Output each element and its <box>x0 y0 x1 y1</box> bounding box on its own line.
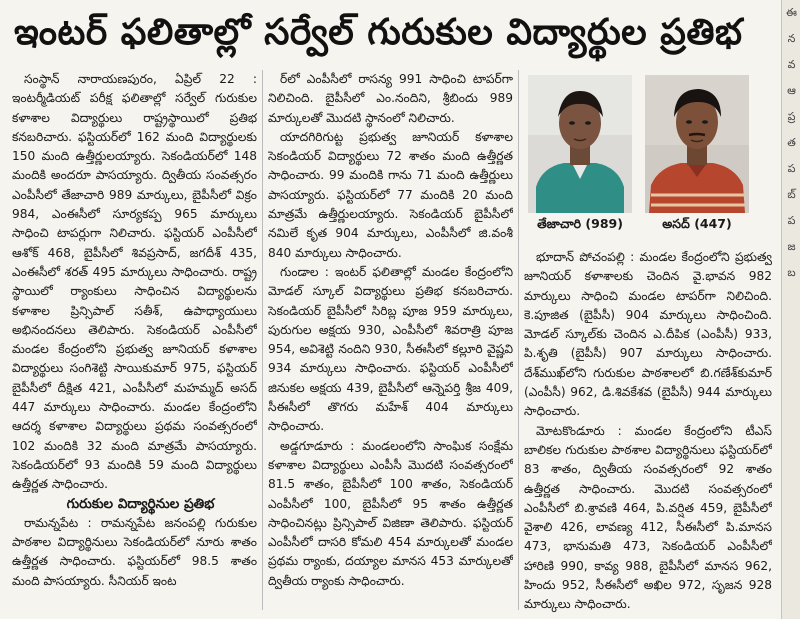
student-photo-2 <box>645 75 749 213</box>
paragraph: అడ్డగూడూరు : మండలంలోని సాంఘిక సంక్షేమ కళాశాల విద్యార్థులు ఎంపీసీ మొదటి సంవత్సరంలో 81.5 శాతం, బైపీసీలో 100 శాతం, సెకండియర్ ఎంపీసీలో 100, బైపీసీలో 95 శాతం ఉత్తీర్ణత సాధించినట్లు ప్రిన్సిపాల్ విజిణా తెలిపారు. ఫస్టియర్ ఎంపీసీలో దాసరి కోమలి 454 మార్కులతో మండల ప్రథమ ర్యాంకు, దయ్యాల మానస 453 మార్కులతో ద్వితీయ ర్యాంకు సాధించారు. <box>268 438 513 588</box>
student-photo-1 <box>528 75 632 213</box>
paragraph: ర్‌లో ఎంపీసీలో రాసన్య 991 సాధించి టాపర్‌గా నిలిచింది. బైపీసీలో ఎం.నందిని, శ్రీబిందు 989 మార్కులతో మొదటి స్థానంలో నిలిచారు. <box>268 72 513 125</box>
fragment-text: జ <box>787 240 796 253</box>
fragment-text: వ <box>787 58 796 71</box>
paragraph: సంస్థాన్ నారాయణపురం, ఏప్రిల్ 22 : ఇంటర్మీడియట్ పరీక్ష ఫలితాల్లో సర్వేల్ గురుకుల కళాశాల విద్యార్థులు రాష్ట్రస్థాయిలో ప్రతిభ కనబరిచారు. ఫస్టియర్‌లో 162 మంది విద్యార్థులకు 150 మంది ఉత్తీర్ణులయ్యారు. సెకండియర్‌లో 148 మందికి అందరూ పాసయ్యారు. ద్వితీయ సంవత్సరం ఎంపీసీలో తేజాచారి 989 మార్కులు, బైపీసీలో విక్రం 984, ఎంఈసీలో సూర్యకప్ప 965 మార్కులు సాధించి టాపర్లుగా నిలిచారు. ఫస్టియర్ ఎంపీసీలో ఆశోక్ 468, బైపీసీలో శివప్రసాద్, జగదీశ్ 435, ఎంఈసీలో శరత్ 495 మార్కులు సాధించారు. రాష్ట్ర స్థాయిలో ర్యాంకులు సాధించిన విద్యార్థులను కళాశాల ప్రిన్సిపాల్ సతీశ్, ఉపాధ్యాయులు అభినందనలు తెలిపారు. సెకండియర్ ఎంపీసీలో మండల కేంద్రంలోని ప్రభుత్వ జూనియర్ కళాశాల విద్యార్థులు సంగిశెట్టి సాయికుమార్ 975, ఫస్టియర్ బైపీసీలో దీక్షిత 421, ఎంపీసీలో మహమ్మద్ అసద్ 447 మార్కులు సాధించారు. మండల కేంద్రంలోని ఆదర్శ కళాశాల విద్యార్థులు ప్రథమ సంవత్సరంలో 102 మందికి 32 మంది మాత్రమే పాసయ్యారు. సెకండియర్‌లో 93 మందికి 59 మంది విద్యార్థులు ఉత్తీర్ణత సాధించారు. <box>12 72 257 492</box>
adjacent-article-fragment <box>781 0 800 619</box>
fragment-text: బ <box>787 266 796 279</box>
column-rule <box>518 70 519 610</box>
column-rule <box>262 70 263 610</box>
fragment-text: ప్ర <box>787 110 796 123</box>
fragment-text: ప <box>787 214 796 227</box>
photo-caption: తేజాచారి (989) <box>537 216 623 231</box>
article-column-3 <box>524 248 772 614</box>
student-portrait-icon <box>645 75 749 213</box>
subheading: గురుకుల విద్యార్థినుల ప్రతిభ <box>66 495 215 512</box>
paragraph: మోటకొండూరు : మండల కేంద్రంలోని టీఎస్ బాలికల గురుకుల పాఠశాల విద్యార్థినులు ఫస్టియర్‌లో 83 శాతం, ద్వితీయ సంవత్సరంలో 92 శాతం ఉత్తీర్ణత సాధించారు. మొదటి సంవత్సరంలో ఎంపీసీలో బి.శ్రావణి 464, పి.వర్షిత 459, బైపీసీలో వైశాలి 426, లావణ్య 412, సీఈసీలో పి.మానస 473, భానుమతి 473, సెకండియర్ ఎంపీసీలో హారిణి 990, కావ్య 988, బైపీసీలో మానస 962, హిందు 952, సీఈసీలో అఖిల 972, సృజన 928 మార్కులు సాధించారు. <box>524 423 772 612</box>
fragment-text: ప <box>787 162 796 175</box>
paragraph: రామన్నపేట : రామన్నపేట జనంపల్లి గురుకుల పాఠశాల విద్యార్థినులు సెకండియర్‌లో నూరు శాతం ఉత్తీర్ణత సాధించారు. ఫస్టియర్‌లో 98.5 శాతం మంది పాసయ్యారు. సీనియర్ ఇంట <box>12 515 257 588</box>
fragment-text: ఈ <box>786 6 797 19</box>
fragment-text: ఆ <box>787 84 796 97</box>
student-portrait-icon <box>528 75 632 213</box>
paragraph: యాదగిరిగుట్ట ప్రభుత్వ జూనియర్ కళాశాల సెకండియర్ విద్యార్థులు 72 శాతం మంది ఉత్తీర్ణత సాధించారు. 99 మందికి గాను 71 మంది ఉత్తీర్ణులు పాసయ్యారు. ఫస్టియర్‌లో 77 మందికి 20 మంది మాత్రమే ఉత్తీర్ణులయ్యారు. సెకండియర్ బైపీసీలో నమిలే కృత 904 మార్కులు, ఎంపీసీలో జి.వంశీ 840 మార్కులు సాధించారు. <box>268 129 513 260</box>
paragraph: భూదాన్ పోచంపల్లి : మండల కేంద్రంలోని ప్రభుత్వ జూనియర్ కళాశాలకు చెందిన వై.భావన 982 మార్కులు సాధించి మండల టాపర్‌గా నిలిచింది. కె.పూజిత (బైపీసీ) 904 మార్కులు సాధించింది. మోడల్ స్కూల్‌కు చెందిన ఎ.దీపిక (ఎంపీసీ) 933, పి.శృతి (బైపీసీ) 907 మార్కులు సాధించారు. దేశ్‌ముఖ్‌లోని గురుకుల పాఠశాలలో బి.గణేశ్‌కుమార్ (ఎంపీసీ) 962, డి.శివకేశవ (బైపీసీ) 944 మార్కులు సాధించారు. <box>524 250 772 419</box>
article-column-2 <box>268 70 513 616</box>
fragment-text: త <box>787 136 796 149</box>
paragraph: గుండాల : ఇంటర్ ఫలితాల్లో మండల కేంద్రంలోని మోడల్ స్కూల్ విద్యార్థులు ప్రతిభ కనబరిచారు. సెకండియర్ బైపీసీలో సిరిబ్ల పూజ 959 మార్కులు, పురుగుల అక్షయ 930, ఎంపీసీలో శివరాత్రి పూజ 954, అవిశెట్టి నందిని 930, సీఈసీలో కల్లూరి వైష్ణవి 934 మార్కులు సాధించారు. ఫస్టియర్ ఎంపీసీలో జినుకల అక్షయ 439, బైపీసీలో ఆన్నెపర్తి శ్రీజ 409, సీఈసీలో తొగరు మహేశ్ 404 మార్కులు సాధించారు. <box>268 264 513 434</box>
article-column-1 <box>12 70 257 616</box>
headline: ఇంటర్ ఫలితాల్లో సర్వేల్ గురుకుల విద్యార్థుల ప్రతిభ <box>14 12 743 53</box>
fragment-text: బ్ <box>787 188 796 201</box>
fragment-text: న <box>787 32 796 45</box>
photo-caption: అసద్ (447) <box>662 216 732 231</box>
